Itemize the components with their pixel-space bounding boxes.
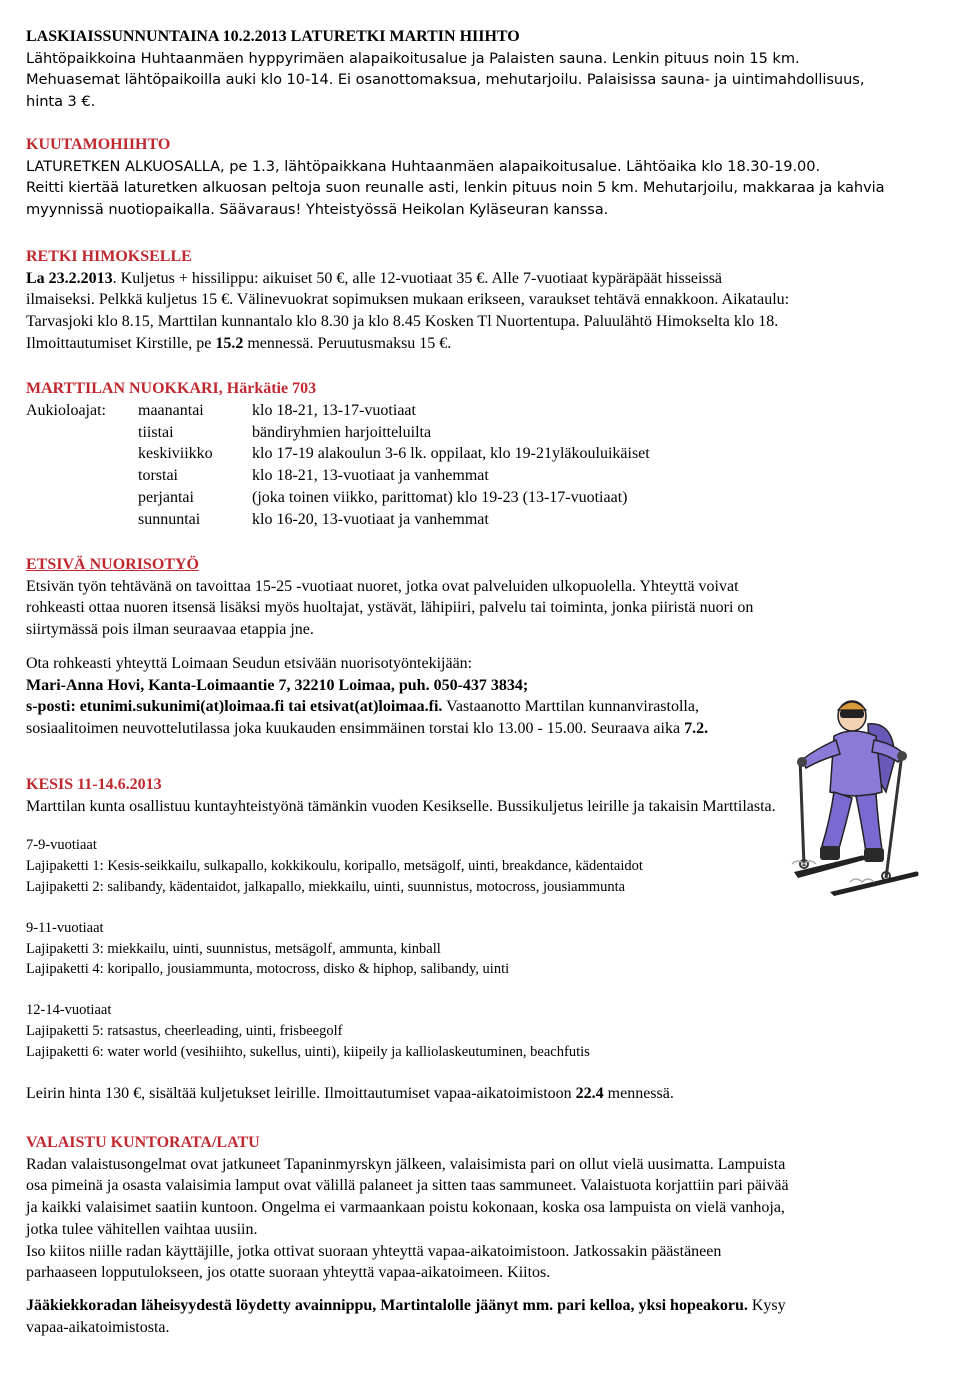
paragraph-line <box>26 333 938 355</box>
weekday: maanantai <box>138 401 204 419</box>
text-span: Kysy <box>747 1296 786 1314</box>
skier-illustration <box>790 696 926 896</box>
hours-info: (joka toinen viikko, parittomat) klo 19-23 (13-17-vuotiaat) <box>252 488 628 506</box>
opening-hours-table <box>26 400 938 540</box>
paragraph-line: Tarvasjoki klo 8.15, Marttilan kunnantalo klo 8.30 ja klo 8.45 Kosken Tl Nuortentupa. Paluulähtö Himokselta klo 18. <box>26 313 779 331</box>
paragraph-line <box>26 268 938 290</box>
package-line: Lajipaketti 3: miekkailu, uinti, suunnistus, metsägolf, ammunta, kinball <box>26 940 441 957</box>
contact-email: s-posti: etunimi.sukunimi(at)loimaa.fi tai etsivat(at)loimaa.fi. <box>26 698 443 716</box>
paragraph-line: hinta 3 €. <box>26 93 96 111</box>
found-items-notice: Jääkiekkoradan läheisyydestä löydetty avainnippu, Martintalolle jäänyt mm. pari kelloa, yksi hopeakoru. <box>26 1296 748 1314</box>
section-title <box>26 378 938 400</box>
age-group: 9-11-vuotiaat <box>26 919 104 936</box>
paragraph-line: Radan valaistusongelmat ovat jatkuneet Tapaninmyrskyn jälkeen, valaisimista pari on ollut vielä uusimatta. Lampuista <box>26 1155 786 1173</box>
paragraph-line: osa pimeinä ja osasta valaisimia lamput ovat välillä palaneet ja sitten taas sammuneet. Valaistuota korjattiin pari päivää <box>26 1177 789 1195</box>
paragraph-line: Reitti kiertää laturetken alkuosan peltoja suon reunalle asti, lenkin pituus noin 5 km. Mehutarjoilu, makkaraa ja kahvia <box>26 179 885 197</box>
paragraph-line: Lähtöpaikkoina Huhtaanmäen hyppyrimäen alapaikoitusalue ja Palaisten sauna. Lenkin pituus noin 15 km. <box>26 49 800 67</box>
age-group: 12-14-vuotiaat <box>26 1002 112 1019</box>
age-group: 7-9-vuotiaat <box>26 837 97 854</box>
paragraph-line: jotka tulee vähitellen vaihtaa uusiin. <box>26 1220 258 1238</box>
paragraph-line: Iso kiitos niille radan käyttäjille, jotka ottivat suoraan yhteyttä vapaa-aikatoimistoon. Jatkossakin päästäneen <box>26 1242 722 1260</box>
section-retki-himokselle <box>26 246 938 355</box>
paragraph-line: parhaaseen lopputulokseen, jos otatte suoraan yhteyttä vapaa-aikatoimeen. Kiitos. <box>26 1264 551 1282</box>
text-span: . Kuljetus + hissilippu: aikuiset 50 €, alle 12-vuotiaat 35 €. Alle 7-vuotiaat kypäräpäät hisseissä <box>112 269 723 287</box>
contact-address: Mari-Anna Hovi, Kanta-Loimaantie 7, 32210 Loimaa, puh. 050-437 3834; <box>26 676 529 694</box>
hours-info: klo 16-20, 13-vuotiaat ja vanhemmat <box>252 510 489 528</box>
text-span: Vastaanotto Marttilan kunnanvirastolla, <box>442 698 699 716</box>
hours-info: klo 18-21, 13-vuotiaat ja vanhemmat <box>252 467 489 485</box>
weekday: tiistai <box>138 423 174 441</box>
text-span: mennessä. <box>603 1084 674 1102</box>
section-title: VALAISTU KUNTORATA/LATU <box>26 1134 260 1151</box>
opening-hours-label: Aukioloajat: <box>26 401 106 419</box>
package-line: Lajipaketti 5: ratsastus, cheerleading, uinti, frisbeegolf <box>26 1022 343 1039</box>
goggles-icon <box>840 710 864 718</box>
ski-pole <box>800 758 804 866</box>
paragraph-line: rohkeasti ottaa nuoren itsensä lisäksi myös huoltajat, ystävät, lähipiiri, palvelu tai toiminta, jonka piiristä nuori on <box>26 599 754 617</box>
package-line: Lajipaketti 6: water world (vesihiihto, sukellus, uinti), kiipeily ja kalliolaskeutuminen, beachfutis <box>26 1043 590 1060</box>
text-span: Ilmoittautumiset Kirstille, pe <box>26 334 216 352</box>
package-line: Lajipaketti 1: Kesis-seikkailu, sulkapallo, kokkikoulu, koripallo, metsägolf, uinti, breakdance, kädentaidot <box>26 858 643 875</box>
section-kuutamohiihto <box>26 134 938 221</box>
section-marttilan-nuokkari <box>26 378 938 540</box>
package-line: Lajipaketti 4: koripallo, jousiammunta, motocross, disko & hiphop, salibandy, uinti <box>26 961 510 978</box>
event-date: La 23.2.2013 <box>26 269 113 287</box>
package-line: Lajipaketti 2: salibandy, kädentaidot, jalkapallo, miekkailu, uinti, suunnistus, motocross, jousiammunta <box>26 879 626 895</box>
paragraph-line: Etsivän työn tehtävänä on tavoittaa 15-25 -vuotiaat nuoret, jotka ovat palveluiden ulkopuolella. Yhteyttä voivat <box>26 577 739 595</box>
section-title: ETSIVÄ NUORISOTYÖ <box>26 556 199 573</box>
paragraph-line: ja kaikki valaisimet saatiin kuntoon. Ongelma ei varmaankaan poistu kokonaan, koska osa lampuista on vielä vanhoja, <box>26 1199 785 1217</box>
section-title: KUUTAMOHIIHTO <box>26 136 171 153</box>
ski <box>830 872 919 897</box>
paragraph-line: Mehuasemat lähtöpaikoilla auki klo 10-14. Ei osanottomaksua, mehutarjoilu. Palaisissa sauna- ja uintimahdollisuus, <box>26 71 865 89</box>
paragraph-line <box>26 1083 938 1105</box>
paragraph-line: LATURETKEN ALKUOSALLA, pe 1.3, lähtöpaikkana Huhtaanmäen alapaikoitusalue. Lähtöaika klo 18.30-19.00. <box>26 157 821 175</box>
section-title: LASKIAISSUNNUNTAINA 10.2.2013 LATURETKI MARTIN HIIHTO <box>26 28 520 45</box>
hours-info: klo 17-19 alakoulun 3-6 lk. oppilaat, klo 19-21yläkouluikäiset <box>252 445 650 463</box>
deadline-date: 22.4 <box>575 1084 604 1102</box>
weekday: torstai <box>138 467 178 485</box>
hours-info: bändiryhmien harjoitteluilta <box>252 423 432 441</box>
title-rest: Härkätie 703 <box>222 380 317 397</box>
paragraph-line: siirtymässä pois ilman seuraavaa etappia jne. <box>26 621 314 639</box>
section-valaistu-kuntorata <box>26 1132 938 1338</box>
weekday: perjantai <box>138 488 194 506</box>
section-title: KESIS 11-14.6.2013 <box>26 776 162 793</box>
section-title: RETKI HIMOKSELLE <box>26 248 192 265</box>
section-laskiaissunnuntai <box>26 26 938 113</box>
title-bold: MARTTILAN NUOKKARI, <box>26 380 223 397</box>
deadline-date: 15.2 <box>215 334 244 352</box>
text-span: sosiaalitoimen neuvottelutilassa joka kuukauden ensimmäinen torstai klo 13.00 - 15.00. Seuraava aika <box>26 719 685 737</box>
next-date: 7.2. <box>684 719 709 737</box>
paragraph-line <box>26 1295 938 1317</box>
paragraph-line: myynnissä nuotiopaikalla. Säävaraus! Yhteistyössä Heikolan Kyläseuran kanssa. <box>26 201 609 219</box>
paragraph-line: Ota rohkeasti yhteyttä Loimaan Seudun etsivään nuorisotyöntekijään: <box>26 654 473 672</box>
paragraph-line: vapaa-aikatoimistosta. <box>26 1318 170 1336</box>
weekday: sunnuntai <box>138 510 201 528</box>
hours-info: klo 18-21, 13-17-vuotiaat <box>252 401 416 419</box>
text-span: mennessä. Peruutusmaksu 15 €. <box>243 334 452 352</box>
weekday: keskiviikko <box>138 445 213 463</box>
paragraph-line: Marttilan kunta osallistuu kuntayhteistyönä tämänkin vuoden Kesikselle. Bussikuljetus leirille ja takaisin Marttilasta. <box>26 797 776 815</box>
paragraph-line: ilmaiseksi. Pelkkä kuljetus 15 €. Välinevuokrat sopimuksen mukaan erikseen, varaukset tehtävä ennakkoon. Aikataulu: <box>26 291 790 309</box>
text-span: Leirin hinta 130 €, sisältää kuljetukset leirille. Ilmoittautumiset vapaa-aikatoimistoon <box>26 1084 576 1102</box>
